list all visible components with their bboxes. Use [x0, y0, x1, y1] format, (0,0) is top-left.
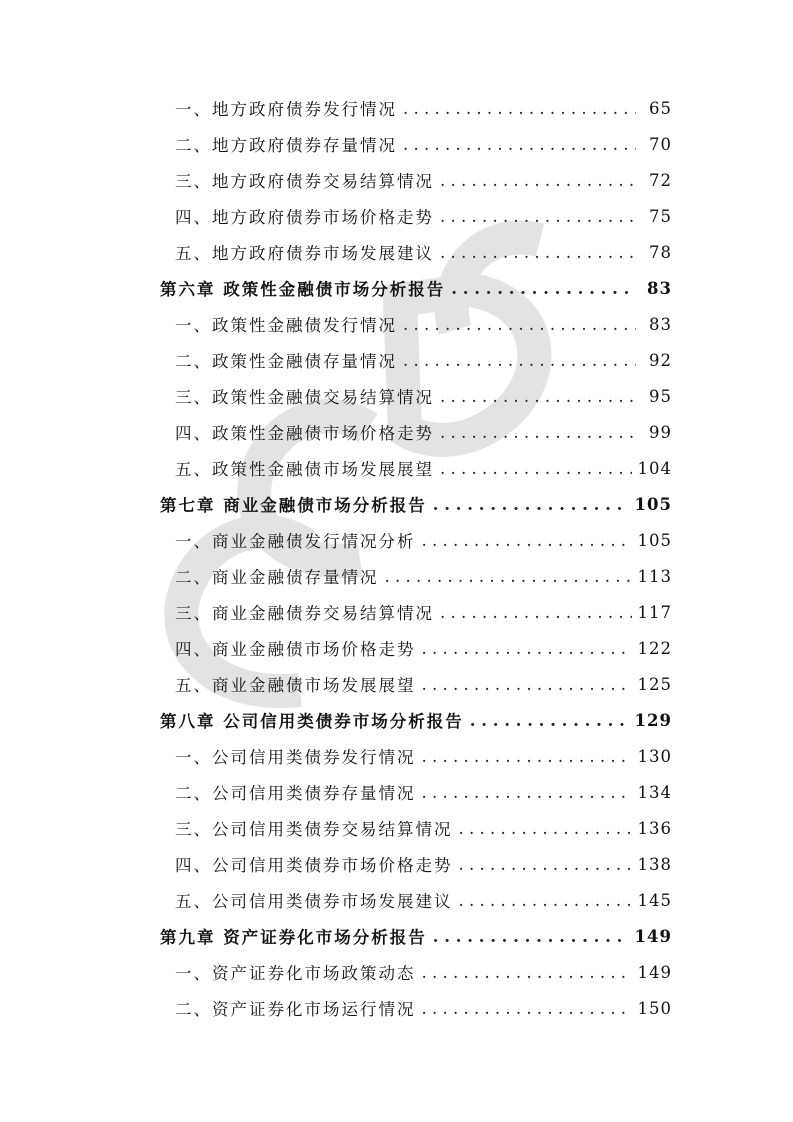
toc-entry-title: 二、商业金融债存量情况: [175, 568, 379, 587]
toc-leader-dots: [385, 567, 632, 586]
toc-page-number: 117: [637, 602, 672, 622]
toc-entry-title: 第七章 商业金融债市场分析报告: [160, 496, 427, 515]
toc-leader-dots: [440, 603, 632, 622]
toc-page-number: 125: [637, 674, 672, 694]
toc-section-entry[interactable]: [160, 522, 672, 558]
toc-leader-dots: [433, 927, 629, 946]
toc-leader-dots: [459, 855, 632, 874]
toc-page-number: 105: [637, 530, 672, 550]
toc-page-number: 70: [649, 134, 672, 154]
toc-leader-dots: [422, 747, 632, 766]
toc-leader-dots: [451, 279, 636, 298]
toc-section-entry[interactable]: [160, 450, 672, 486]
toc-section-entry[interactable]: [160, 234, 672, 270]
toc-page-number: 104: [637, 458, 672, 478]
toc-section-entry[interactable]: [160, 630, 672, 666]
toc-page-number: 65: [649, 98, 672, 118]
toc-leader-dots: [403, 315, 636, 334]
toc-entry-title: 第八章 公司信用类债券市场分析报告: [160, 712, 464, 731]
toc-leader-dots: [440, 423, 636, 442]
toc-entry-title: 第六章 政策性金融债市场分析报告: [160, 280, 446, 299]
toc-entry-title: 三、公司信用类债券交易结算情况: [175, 820, 453, 839]
toc-page-number: 72: [649, 170, 672, 190]
toc-entry-title: 二、公司信用类债券存量情况: [175, 784, 416, 803]
toc-entry-title: 四、公司信用类债券市场价格走势: [175, 856, 453, 875]
toc-page-number: 145: [637, 890, 672, 910]
toc-section-entry[interactable]: [160, 162, 672, 198]
toc-entry-title: 三、地方政府债券交易结算情况: [175, 172, 434, 191]
toc-entry-title: 一、资产证券化市场政策动态: [175, 964, 416, 983]
toc-leader-dots: [422, 639, 632, 658]
toc-entry-title: 二、政策性金融债存量情况: [175, 352, 397, 371]
toc-section-entry[interactable]: [160, 846, 672, 882]
toc-entry-title: 四、地方政府债券市场价格走势: [175, 208, 434, 227]
toc-page-number: 78: [649, 242, 672, 262]
toc-entry-title: 四、政策性金融债市场价格走势: [175, 424, 434, 443]
toc-leader-dots: [459, 891, 632, 910]
toc-leader-dots: [470, 711, 629, 730]
toc-section-entry[interactable]: [160, 414, 672, 450]
toc-entry-title: 三、政策性金融债交易结算情况: [175, 388, 434, 407]
toc-page-number: 150: [637, 998, 672, 1018]
toc-entry-title: 四、商业金融债市场价格走势: [175, 640, 416, 659]
toc-chapter-entry[interactable]: [160, 270, 672, 306]
toc-section-entry[interactable]: [160, 954, 672, 990]
toc-page-number: 83: [647, 278, 672, 298]
toc-section-entry[interactable]: [160, 378, 672, 414]
toc-entry-title: 一、政策性金融债发行情况: [175, 316, 397, 335]
toc-leader-dots: [440, 207, 636, 226]
toc-page-number: 83: [649, 314, 672, 334]
toc-section-entry[interactable]: [160, 738, 672, 774]
toc-page-number: 149: [637, 962, 672, 982]
toc-entry-title: 五、政策性金融债市场发展展望: [175, 460, 434, 479]
toc-leader-dots: [422, 783, 632, 802]
toc-section-entry[interactable]: [160, 594, 672, 630]
toc-page-number: 149: [634, 926, 672, 946]
toc-page-number: 95: [649, 386, 672, 406]
toc-page-number: 105: [634, 494, 672, 514]
toc-page-number: 138: [637, 854, 672, 874]
toc-entry-title: 第九章 资产证券化市场分析报告: [160, 928, 427, 947]
table-of-contents: [160, 90, 672, 1026]
toc-entry-title: 二、地方政府债券存量情况: [175, 136, 397, 155]
toc-entry-title: 一、地方政府债券发行情况: [175, 100, 397, 119]
toc-chapter-entry[interactable]: [160, 486, 672, 522]
toc-section-entry[interactable]: [160, 306, 672, 342]
toc-entry-title: 一、公司信用类债券发行情况: [175, 748, 416, 767]
toc-section-entry[interactable]: [160, 774, 672, 810]
toc-leader-dots: [440, 459, 632, 478]
toc-section-entry[interactable]: [160, 882, 672, 918]
toc-leader-dots: [440, 171, 636, 190]
toc-leader-dots: [433, 495, 629, 514]
toc-leader-dots: [403, 135, 636, 154]
toc-section-entry[interactable]: [160, 342, 672, 378]
toc-leader-dots: [440, 387, 636, 406]
toc-page-number: 92: [649, 350, 672, 370]
toc-chapter-entry[interactable]: [160, 702, 672, 738]
toc-section-entry[interactable]: [160, 666, 672, 702]
toc-section-entry[interactable]: [160, 990, 672, 1026]
toc-chapter-entry[interactable]: [160, 918, 672, 954]
toc-leader-dots: [422, 675, 632, 694]
toc-section-entry[interactable]: [160, 810, 672, 846]
toc-page-number: 75: [649, 206, 672, 226]
toc-leader-dots: [403, 351, 636, 370]
toc-entry-title: 一、商业金融债发行情况分析: [175, 532, 416, 551]
toc-leader-dots: [459, 819, 632, 838]
toc-leader-dots: [422, 999, 632, 1018]
toc-leader-dots: [422, 531, 632, 550]
toc-page-number: 136: [637, 818, 672, 838]
toc-entry-title: 二、资产证券化市场运行情况: [175, 1000, 416, 1019]
toc-leader-dots: [403, 99, 636, 118]
toc-page-number: 130: [637, 746, 672, 766]
toc-page-number: 134: [637, 782, 672, 802]
toc-page-number: 99: [649, 422, 672, 442]
toc-entry-title: 三、商业金融债券交易结算情况: [175, 604, 434, 623]
toc-entry-title: 五、公司信用类债券市场发展建议: [175, 892, 453, 911]
toc-page-number: 113: [637, 566, 672, 586]
toc-entry-title: 五、商业金融债市场发展展望: [175, 676, 416, 695]
toc-leader-dots: [422, 963, 632, 982]
toc-section-entry[interactable]: [160, 90, 672, 126]
toc-entry-title: 五、地方政府债券市场发展建议: [175, 244, 434, 263]
toc-section-entry[interactable]: [160, 198, 672, 234]
toc-leader-dots: [440, 243, 636, 262]
toc-page-number: 129: [634, 710, 672, 730]
toc-section-entry[interactable]: [160, 126, 672, 162]
toc-page-number: 122: [637, 638, 672, 658]
toc-section-entry[interactable]: [160, 558, 672, 594]
